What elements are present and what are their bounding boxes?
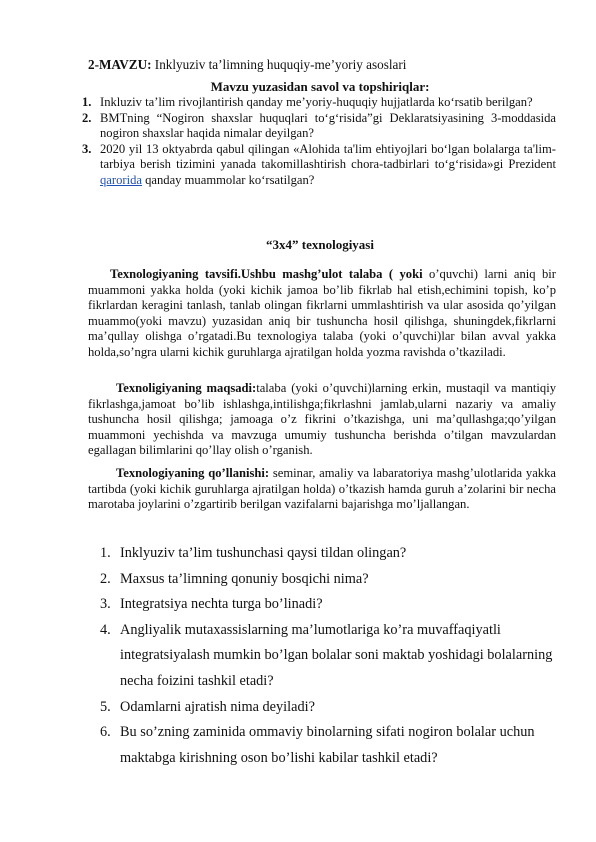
topic-title: Inklyuziv ta’limning huquqiy-me’yoriy asoslari xyxy=(151,57,407,72)
task-item xyxy=(82,95,556,111)
task-text-after-link: qanday muammolar ko‘rsatilgan? xyxy=(141,172,315,187)
usage-text: seminar, amaliy va labaratoriya mashg’ulotlarida yakka tartibda (yoki kichik guruhlarga ajratilgan holda) o’tkazish hamda guruh a’zolarini bir necha marotaba joylarini o’zgartirib berilgan vazifalarni bajarishga mo’ljallangan. xyxy=(88,466,556,511)
purpose-label: Texnoligiyaning maqsadi: xyxy=(116,381,257,395)
usage-label: Texnologiyaning qo’llanishi: xyxy=(116,466,270,480)
question-number: 4. xyxy=(100,621,111,638)
question-item xyxy=(100,567,560,593)
question-text: Integratsiya nechta turga bo’linadi? xyxy=(120,596,323,613)
purpose-paragraph xyxy=(88,381,556,459)
question-item xyxy=(100,592,560,618)
purpose-text: talaba (yoki o’quvchi)larning erkin, mustaqil va mantiqiy fikrlashga,jamoat bo’lib ishlashga,intilishga;fikrlashni jamlab,ularni nazariy va amaliy tushuncha hosil qilishga; jamoaga o’z fikrini o’tkazishga, uni ma’qullashga;qo’yilgan muammoni yechishda va mavzuga umumiy tushuncha berishda o’tilgan mavzulardan egallagan bilimlarini qo’llay olish o’rganish. xyxy=(88,381,556,457)
definition-text: o’quvchi) larni aniq bir muammoni yakka holda (yoki kichik jamoa bo’lib fikrlab hal etish,echimini topish, ko’p fikrlardan keragini tanlash, tanlab olingan fikrlarni ummlashtirish va ular asosida qo’yilgan muammo(yoki mavzu) yuzasidan aniq bir tushuncha hosil qilishga, shuningdek,fikrlarni ma’qullay olishga o’rgatadi.Bu texnologiya talaba (yoki o’quvchi)lar bilan avval yakka holda,so’ngra ularni kichik guruhlarga ajratilgan holda yozma ravishda o’tkaziladi. xyxy=(88,267,556,359)
question-number: 2. xyxy=(100,570,111,587)
question-number: 5. xyxy=(100,698,111,715)
question-text: Bu so’zning zaminida ommaviy binolarning sifati nogiron bolalar uchun maktabga kirishning oson bo’lishi kabilar tashkil etadi? xyxy=(120,724,535,766)
question-text: Inklyuziv ta’lim tushunchasi qaysi tildan olingan? xyxy=(120,545,407,561)
tasks-list xyxy=(82,95,556,188)
task-text: 2020 yil 13 oktyabrda qabul qilingan «Alohida ta'lim ehtiyojlari bo‘lgan bolalarga ta'lim-tarbiya berish tizimini yanada takomillashtirish chora-tadbirlari to‘g‘risida»gi Prezident xyxy=(100,141,556,171)
resolution-link[interactable]: qarorida xyxy=(100,172,142,187)
topic-heading xyxy=(88,57,568,73)
topic-label: 2-MAVZU: xyxy=(88,57,152,72)
question-item xyxy=(100,720,560,771)
question-item xyxy=(100,695,560,721)
questions-list xyxy=(100,541,560,771)
tasks-heading: Mavzu yuzasidan savol va topshiriqlar: xyxy=(210,79,430,94)
usage-paragraph xyxy=(88,466,556,513)
definition-paragraph xyxy=(88,267,556,360)
question-text: Angliyalik mutaxassislarning ma’lumotlariga ko’ra muvaffaqiyatli integratsiyalash mumkin bo’lgan bolalar soni maktab yoshidagi bolalarning necha foizini tashkil etadi? xyxy=(120,621,553,689)
task-number: 3. xyxy=(82,141,92,156)
question-item xyxy=(100,541,560,567)
task-number: 2. xyxy=(82,110,92,125)
question-item xyxy=(100,618,560,695)
question-number: 6. xyxy=(100,724,111,741)
question-number: 1. xyxy=(100,545,111,561)
question-text: Odamlarni ajratish nima deyiladi? xyxy=(120,698,315,715)
question-number: 3. xyxy=(100,596,111,613)
definition-label: Texnologiyaning tavsifi.Ushbu mashg’ulot talaba ( yoki xyxy=(110,267,423,281)
method-title: “3x4” texnologiyasi xyxy=(266,237,374,252)
task-text: BMTning “Nogiron shaxslar huquqlari to‘g‘risida”gi Deklaratsiyasining 3-moddasida nogiron shaxslar haqida nimalar deyilgan? xyxy=(100,110,556,140)
task-item xyxy=(82,142,556,189)
task-item xyxy=(82,111,556,142)
task-number: 1. xyxy=(82,95,92,109)
question-text: Maxsus ta’limning qonuniy bosqichi nima? xyxy=(120,570,369,587)
task-text: Inkluziv ta’lim rivojlantirish qanday me’yoriy-huquqiy hujjatlarda ko‘rsatib berilgan? xyxy=(100,95,533,109)
